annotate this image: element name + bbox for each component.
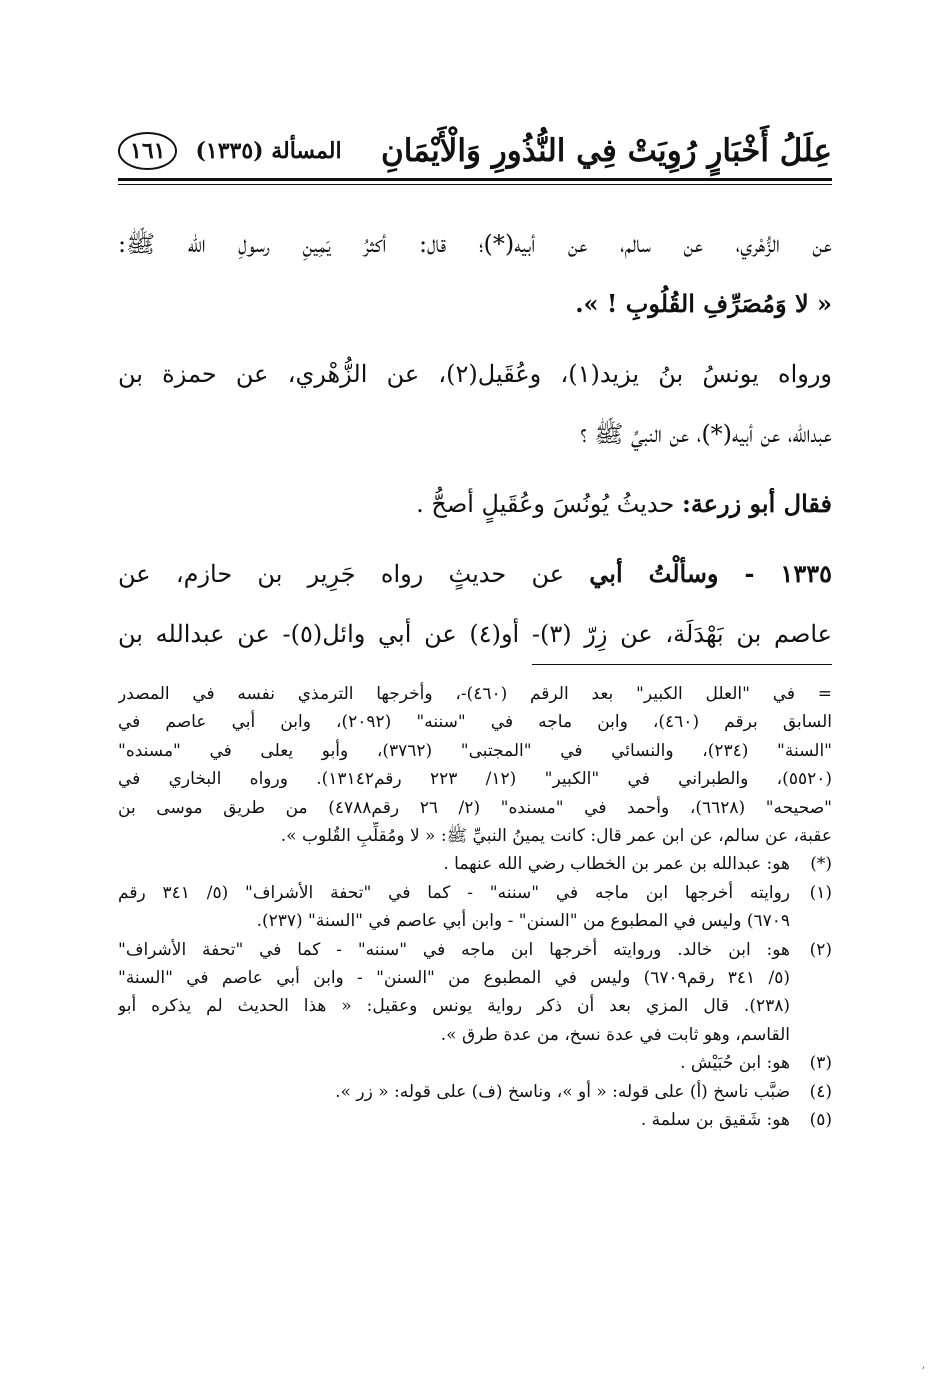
- footnote-line: (٢٣٨). قال المزي بعد أن ذكر رواية يونس وعقيل: « هذا الحديث لم يذكره أبو: [118, 996, 790, 1017]
- footnote-marker: (٥): [809, 1110, 832, 1131]
- header-rule: [118, 178, 832, 181]
- question-number: ١٣٣٥ - وسألْتُ أبي: [589, 559, 832, 588]
- main-text: [118, 214, 832, 664]
- footnote-line: القاسم، وهو ثابت في عدة نسخ، من عدة طرق ».: [440, 1024, 790, 1045]
- footnote-marker: (٤): [809, 1081, 832, 1102]
- footnote-continuation-line: عقبة، عن سالم، عن ابن عمر قال: كانت يمينُ النبيِّ ﷺ: « لا ومُقلِّبِ القُلوب ».: [280, 826, 832, 847]
- question-line: [118, 544, 832, 604]
- text-line: ورواه يونسُ بنُ يزيد(١)، وعُقَيل(٢)، عن الزُّهْري، عن حمزة بن: [118, 360, 832, 388]
- verdict-text: حديثُ يُونُسَ وعُقَيلٍ أصحُّ .: [416, 490, 682, 518]
- text-line: عاصم بن بَهْدَلَة، عن زِرّ (٣)- أو(٤) عن أبي وائل(٥)- عن عبدالله بن: [118, 620, 832, 648]
- footnote-continuation-line: (٥٥٢٠)، والطبراني في "الكبير" (١٢/ ٢٢٣ رقم١٣١٤٢). ورواه البخاري في: [118, 769, 832, 790]
- footnote-3: [118, 1049, 832, 1077]
- text-line: « لا وَمُصَرِّفِ القُلُوبِ ! ».: [575, 289, 832, 318]
- running-header: [118, 128, 832, 174]
- footnote-marker: (٢): [809, 939, 832, 960]
- footnote-line: روايته أخرجها ابن ماجه في "سننه" - كما في "تحفة الأشراف" (٥/ ٣٤١ رقم: [118, 882, 790, 903]
- footnote-marker: (١): [809, 882, 832, 903]
- footnote-marker: (*): [810, 854, 832, 875]
- footnote-continuation-line: = في "العلل الكبير" بعد الرقم (٤٦٠)-، وأخرجها الترمذي نفسه في المصدر: [118, 684, 832, 704]
- page-number: ١٦١: [118, 132, 177, 170]
- footnote-line: (٥/ ٣٤١ رقم٦٧٠٩) وليس في المطبوع من "السنن" - وابن أبي عاصم في "السنة": [118, 968, 790, 989]
- header-rule-thin: [118, 184, 832, 185]
- footnote-line: هو: ابن خالد. وروايته أخرجها ابن ماجه في "سننه" - كما في "تحفة الأشراف": [118, 939, 790, 960]
- footnote-line: ضبَّب ناسخ (أ) على قوله: « أو »، وناسخ (ف) على قوله: « زر ».: [335, 1081, 790, 1102]
- verdict-lead: فقال أبو زرعة:: [681, 489, 832, 518]
- scan-mark: ׳: [922, 1362, 925, 1376]
- footnote-marker: (٣): [809, 1053, 832, 1074]
- footnote-4: [118, 1078, 832, 1106]
- footnote-separator: [532, 664, 832, 665]
- footnote-continuation-line: "السنة" (٢٣٤)، والنسائي في "المجتبى" (٣٧٦٢)، وأبو يعلى في "مسنده": [118, 740, 832, 761]
- verdict-line: [118, 474, 832, 534]
- footnote-line: هو: شَقيق بن سلمة .: [640, 1110, 790, 1131]
- footnote-continuation-line: "صحيحه" (٦٦٢٨)، وأحمد في "مسنده" (٢/ ٢٦ رقم٤٧٨٨) من طريق موسى بن: [118, 797, 832, 818]
- question-label: المسألة (١٣٣٥): [195, 138, 342, 164]
- footnote-line: ٦٧٠٩) وليس في المطبوع من "السنن" - وابن أبي عاصم في "السنة" (٢٣٧).: [256, 911, 790, 932]
- footnote-line: هو: عبدالله بن عمر بن الخطاب رضي الله عنهما .: [443, 854, 790, 875]
- footnote-line: هو: ابن حُبَيْش .: [680, 1053, 790, 1074]
- footnote-2: [118, 936, 832, 1050]
- footnote-5: [118, 1106, 832, 1134]
- text-line: عبدالله، عن أبيه(*)، عن النبيِّ ﷺ ؟: [580, 420, 832, 448]
- footnotes: [118, 680, 832, 1135]
- footnote-continuation-line: السابق برقم (٤٦٠)، وابن ماجه في "سننه" (٢٠٩٢)، وابن أبي عاصم في: [118, 712, 832, 733]
- header-meta: [118, 132, 342, 170]
- footnote-1: [118, 879, 832, 936]
- footnote-star: [118, 850, 832, 878]
- text-line: عن الزُّهْري، عن سالم، عن أبيه(*)؛ قال: أكثرُ يَمِينِ رسولِ الله ﷺ:: [118, 230, 832, 258]
- running-title: عِلَلُ أَخْبَارٍ رُوِيَتْ فِي النُّذُورِ وَالْأَيْمَانِ: [380, 133, 832, 169]
- question-text: عن حديثٍ رواه جَرِير بن حازم، عن: [118, 560, 590, 588]
